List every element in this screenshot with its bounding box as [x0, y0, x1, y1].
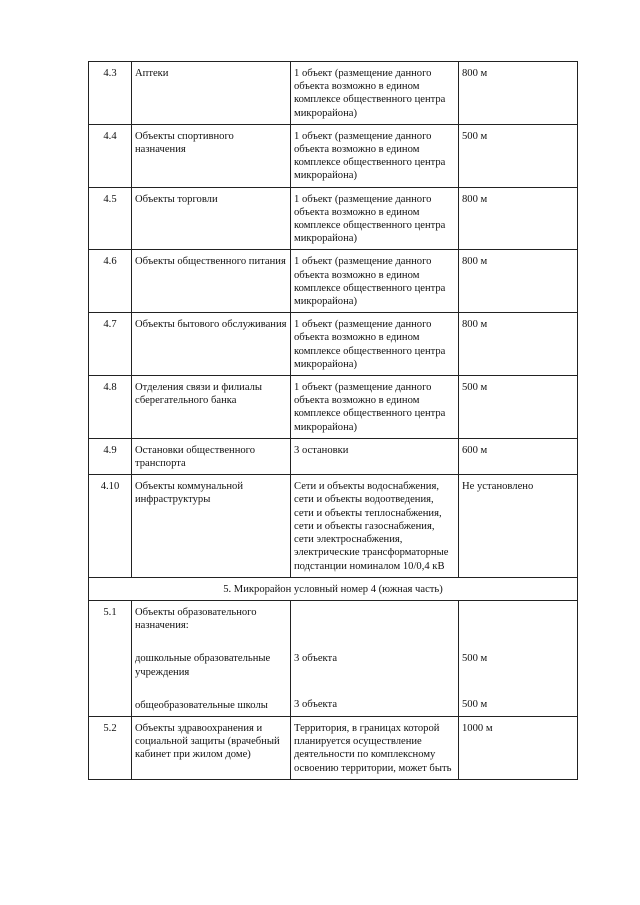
facility-distance: 800 м: [459, 313, 578, 376]
facility-name: Остановки общественного транспорта: [132, 438, 291, 474]
facility-distance: 800 м: [459, 62, 578, 125]
table-row: [89, 376, 578, 439]
table-row: [89, 438, 578, 474]
row-number: 4.8: [89, 376, 132, 439]
facility-count: [291, 600, 459, 716]
facility-name: Объекты коммунальной инфраструктуры: [132, 475, 291, 577]
facility-distance: 800 м: [459, 187, 578, 250]
facility-distance: Не установлено: [459, 475, 578, 577]
table-row: [89, 716, 578, 779]
row-number: 4.6: [89, 250, 132, 313]
facility-distance: 500 м: [459, 376, 578, 439]
row-number: 4.3: [89, 62, 132, 125]
facility-count: 3 остановки: [291, 438, 459, 474]
row-number: 5.1: [89, 600, 132, 716]
table-row: [89, 313, 578, 376]
facility-count: Сети и объекты водоснабжения, сети и объекты водоотведения, сети и объекты теплоснабжения, сети и объекты газоснабжения, сети электроснабжения, электрические трансформаторные подстанции номиналом 10/0,4 кВ: [291, 475, 459, 577]
table-row: [89, 187, 578, 250]
facilities-table: [88, 61, 578, 780]
row-number: 4.9: [89, 438, 132, 474]
facility-distance: 600 м: [459, 438, 578, 474]
facility-sub-count: 3 объекта: [294, 652, 338, 664]
facility-distance: 500 м: [459, 124, 578, 187]
table-row: [89, 600, 578, 716]
facility-sub-distance: 500 м: [462, 652, 488, 664]
row-number: 5.2: [89, 716, 132, 779]
table-row: [89, 250, 578, 313]
section-title: 5. Микрорайон условный номер 4 (южная часть): [89, 577, 578, 600]
facility-distance: 1000 м: [459, 716, 578, 779]
facility-name: Отделения связи и филиалы сберегательного банка: [132, 376, 291, 439]
facility-name: Объекты общественного питания: [132, 250, 291, 313]
row-number: 4.10: [89, 475, 132, 577]
facility-heading: Объекты образовательного назначения:: [135, 606, 257, 632]
row-number: 4.4: [89, 124, 132, 187]
facility-count: 1 объект (размещение данного объекта возможно в едином комплексе общественного центра микрорайона): [291, 62, 459, 125]
facility-count: 1 объект (размещение данного объекта возможно в едином комплексе общественного центра микрорайона): [291, 124, 459, 187]
facility-sub-count: 3 объекта: [294, 699, 338, 711]
facility-sub-name: общеобразовательные школы: [135, 699, 268, 711]
facility-distance: [459, 600, 578, 716]
facility-sub-distance: 500 м: [462, 699, 488, 711]
facility-count: 1 объект (размещение данного объекта возможно в едином комплексе общественного центра микрорайона): [291, 313, 459, 376]
table-row: [89, 62, 578, 125]
facility-sub-name: дошкольные образовательные учреждения: [135, 653, 271, 678]
table-row: [89, 124, 578, 187]
facility-name: [132, 600, 291, 716]
section-row: [89, 577, 578, 600]
facility-name: Объекты бытового обслуживания: [132, 313, 291, 376]
facility-count: 1 объект (размещение данного объекта возможно в едином комплексе общественного центра микрорайона): [291, 376, 459, 439]
facility-name: Объекты торговли: [132, 187, 291, 250]
facility-name: Объекты спортивного назначения: [132, 124, 291, 187]
facility-name: Объекты здравоохранения и социальной защиты (врачебный кабинет при жилом доме): [132, 716, 291, 779]
facility-count: 1 объект (размещение данного объекта возможно в едином комплексе общественного центра микрорайона): [291, 250, 459, 313]
row-number: 4.7: [89, 313, 132, 376]
row-number: 4.5: [89, 187, 132, 250]
table-row: [89, 475, 578, 577]
facility-count: Территория, в границах которой планируется осуществление деятельности по комплексному освоению территории, может быть: [291, 716, 459, 779]
facility-count: 1 объект (размещение данного объекта возможно в едином комплексе общественного центра микрорайона): [291, 187, 459, 250]
facility-distance: 800 м: [459, 250, 578, 313]
facility-name: Аптеки: [132, 62, 291, 125]
